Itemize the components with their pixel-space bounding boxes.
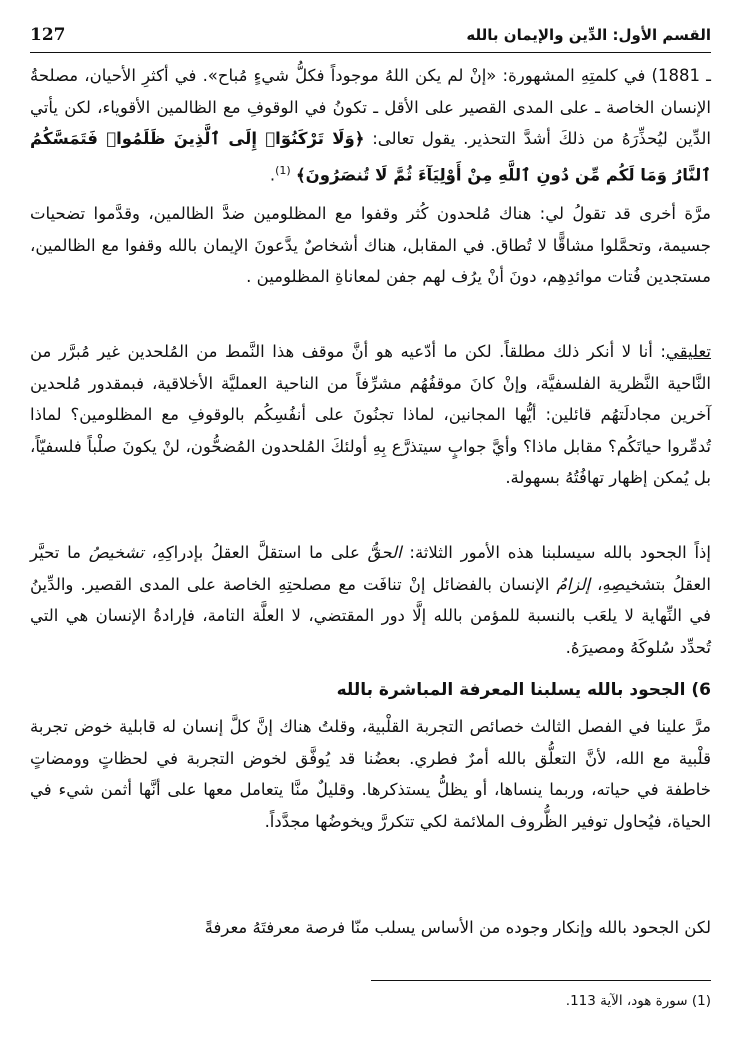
page-number: 127 — [30, 25, 66, 45]
paragraph-1-text: ـ 1881) في كلمتِهِ المشهورة: «إنْ لم يكن اللهُ موجوداً فكلُّ شيءٍ مُباح». في أكثرِ الأحيان، مصلحةُ الإنسان الخاصة ـ على المدى القصير على الأقل ـ تكونُ في الوقوفِ مع الظالمين الأقوياء، لكن يأتي الدِّين ليُحذِّرَهُ من ذلكَ أشدَّ التحذير. يقول تعالى: — [30, 66, 711, 149]
footnote-reference[interactable]: (1) — [275, 163, 291, 177]
footnote-text: سورة هود، الآية 113. — [565, 993, 688, 1009]
footnotes — [30, 990, 711, 1012]
item-truth: الحقُّ — [367, 543, 402, 562]
item-obligation: إلزامُ — [556, 574, 591, 594]
header-divider — [30, 52, 711, 53]
footnote-number: (1) — [691, 993, 711, 1009]
footnote-divider — [371, 980, 711, 981]
paragraph-3-text: : أنا لا أنكر ذلك مطلقاً. لكن ما أدّعيه هو أنَّ موقف هذا النَّمط من المُلحدين غير مُبرَّر من النَّاحية النَّظرية الفلسفيَّة، وإنْ كانَ موقفُهُم مشرِّفاً من الناحية العمليَّة الأخلاقية، فبمقدور مُلحدين آخرين مجادلَتهُم قائلين: أيُّها المجانين، لماذا تجنُونَ على أنفُسِكُم بالوقوفِ مع المظلومين؟ لماذا تُدمِّروا حياتَكُم؟ مقابل ماذا؟ وأيَّ جوابٍ سيتذرَّع بِهِ أولئكَ المُلحدون المُضحُّون، لنْ يكونَ صلْباً فلسفيّاً، بل يُمكن إظهار تهافُتُهُ بسهولة. — [30, 342, 711, 488]
paragraph-3 — [30, 336, 711, 525]
paragraph-1-end: . — [269, 165, 276, 185]
section-heading: 6) الجحود بالله يسلبنا المعرفة المباشرة بالله — [336, 680, 711, 700]
paragraph-6: لكن الجحود بالله وإنكار وجوده من الأساس يسلب منّا فرصة معرفتَهُ معرفةً — [204, 918, 711, 937]
page-header — [30, 20, 711, 50]
paragraph-4 — [30, 537, 711, 663]
paragraph-1 — [30, 60, 711, 186]
item-diagnosis: تشخيصُ — [88, 543, 144, 562]
paragraph-2: مرَّة أخرى قد تقولُ لي: هناك مُلحدون كُثر وقفوا مع المظلومين ضدَّ الظالمين، وقدَّموا تضحيات جسيمة، وتحمَّلوا مشاقًّا لا تُطاق. في المقابل، هناك أشخاصٌ يدَّعونَ الإيمان بالله وقفوا مع الظالمين، مستجدين فُتات موائدِهِم، دونَ أنْ يرُف لهم جفن لمعاناةِ المظلومين . — [30, 204, 711, 287]
paragraph-4-part-3: ما تحيَّر العقلُ بتشخيصِهِ، — [30, 543, 711, 594]
comment-label: تعليقي — [665, 342, 711, 361]
paragraph-4-part-4: الإنسان بالفضائل إنْ تنافَت مع مصلحتِهِ الخاصة على المدى القصير. والدِّينُ في النِّهاية لا يلعَب بالنسبة للمؤمن بالله إلَّا دور المقتضي، لا العلَّة التامة، فإرادةُ الإنسان هي التي تُحدِّد سُلوكَهُ ومصيرَهُ. — [30, 574, 711, 657]
running-title: القسم الأول: الدِّين والإيمان بالله — [466, 26, 711, 44]
paragraph-5: مرَّ علينا في الفصل الثالث خصائص التجربة القلْبية، وقلتُ هناك إنَّ كلَّ إنسان له قابلية خوض تجربة قلْبية مع الله، لأنَّ التعلُّق بالله أمرٌ فطري. بعضُنا قد يُوفَّق لخوض التجربة في لحظاتٍ وومضاتٍ خاطفة في حياته، وربما ينساها، أو يظلُّ يستذكرها. وقليلٌ منَّا يتعامل معها على أنَّها أثمن شيء في الحياة، فيُحاول توفير الظُّروف الملائمة لكي تتكررَّ ويخوضُها مجدَّداً. — [30, 717, 711, 831]
footnote-item — [30, 990, 711, 1012]
paragraph-4-part-2: على ما استقلَّ العقلُ بإدراكِهِ، — [143, 543, 368, 562]
quran-verse: ﴿وَلَا تَرْكَنُوٓا۟ إِلَى ٱلَّذِينَ ظَلَمُوا۟ فَتَمَسَّكُمُ ٱلنَّارُ وَمَا لَكُم مِّن دُونِ ٱللَّهِ مِنْ أَوْلِيَآءَ ثُمَّ لَا تُنصَرُونَ﴾ — [30, 129, 711, 185]
paragraph-4-part-1: إذاً الجحود بالله سيسلبنا هذه الأمور الثلاثة: — [401, 543, 711, 562]
page-body — [30, 60, 711, 956]
